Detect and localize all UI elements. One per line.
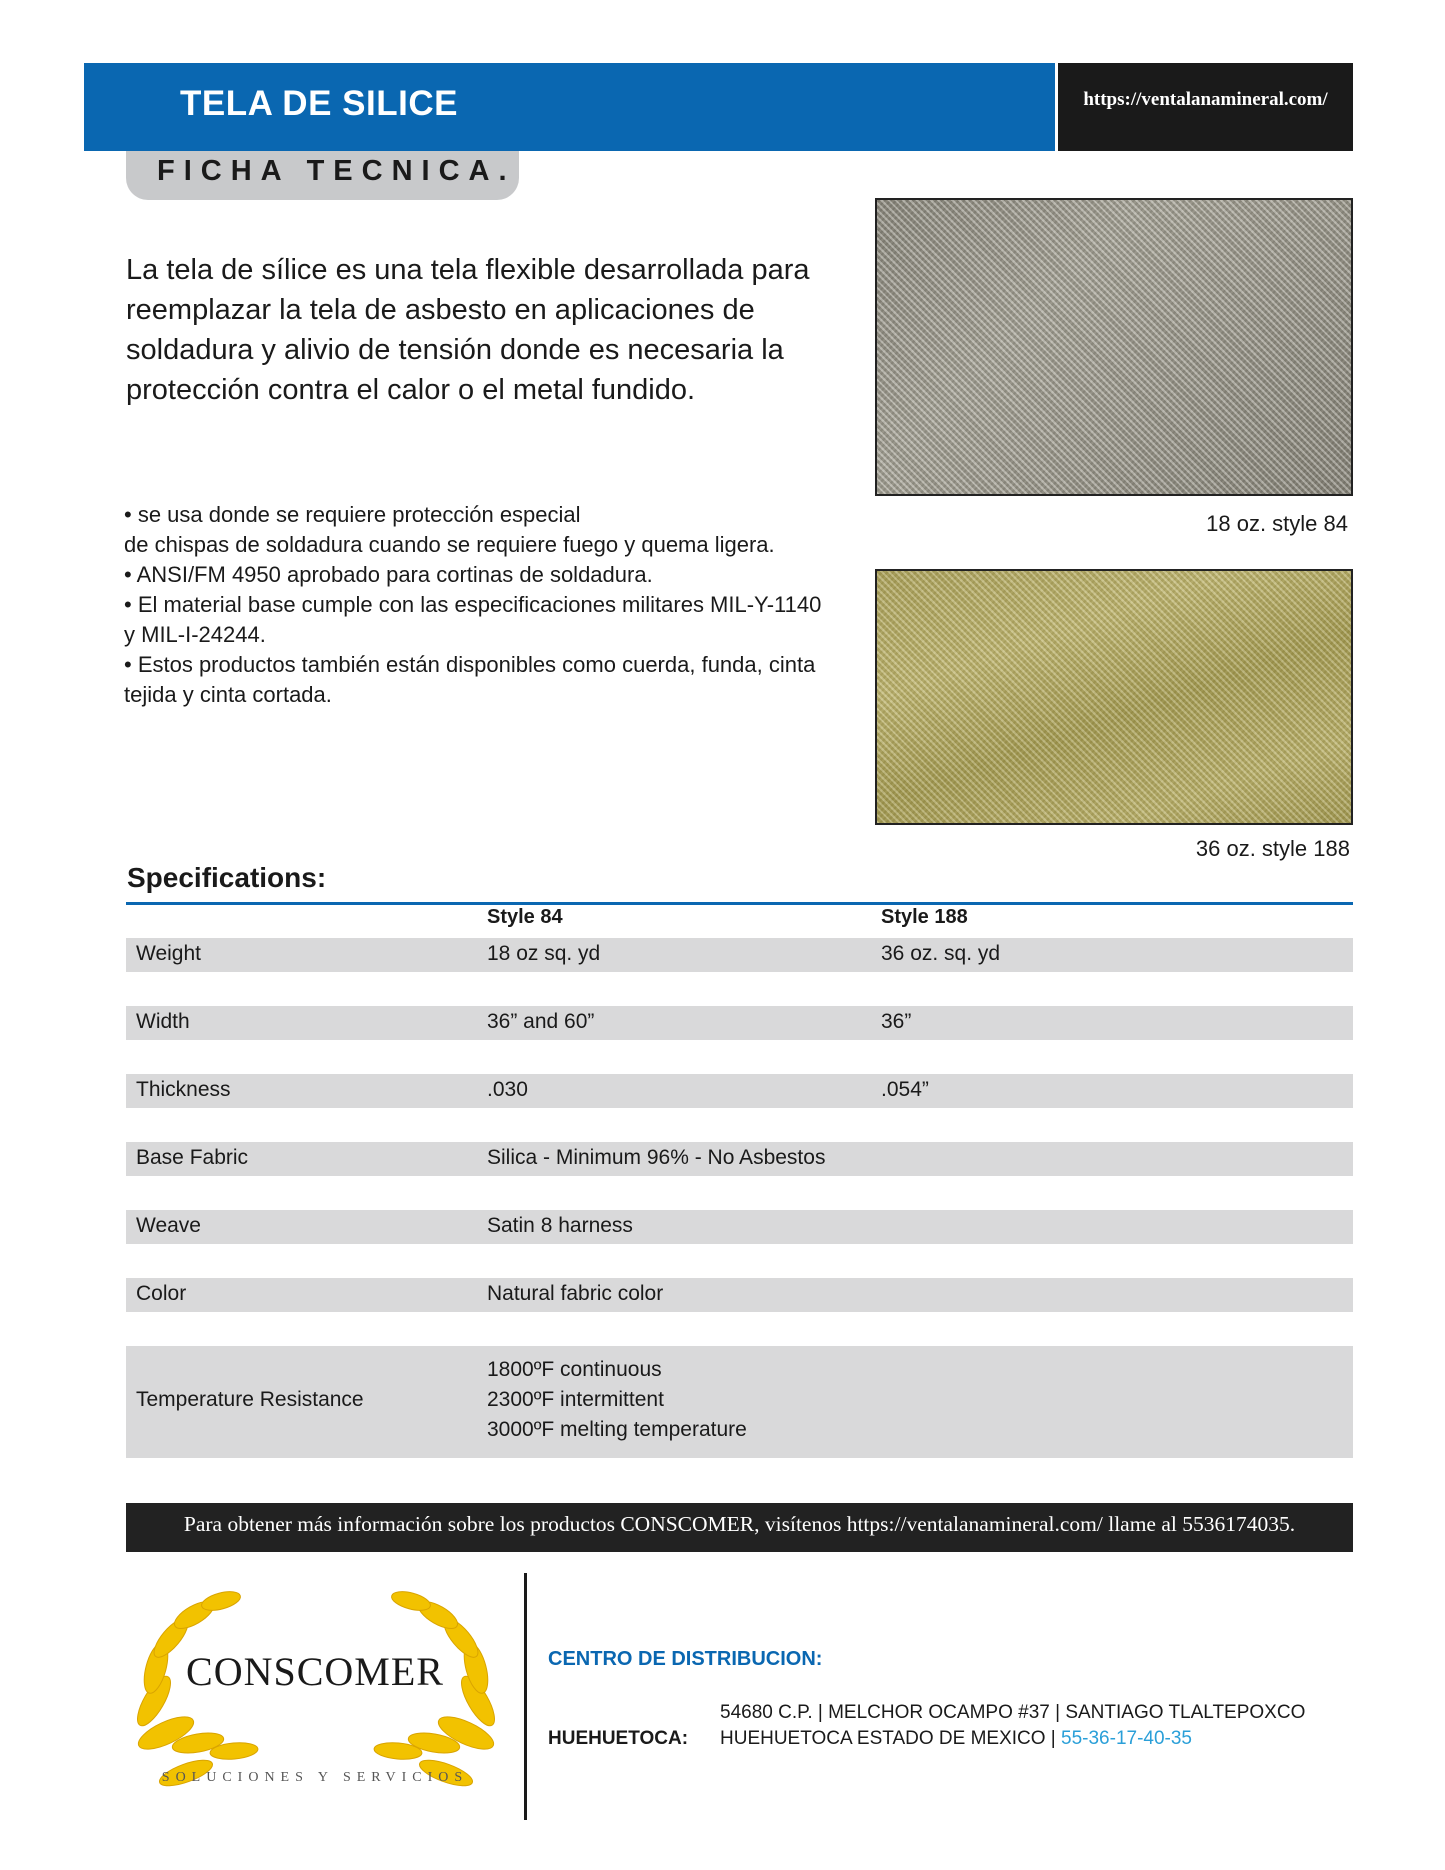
table-row [126, 938, 1353, 972]
table-row [126, 1006, 1353, 1040]
temperature-line: 2300ºF intermittent [487, 1388, 664, 1411]
row-label: Color [136, 1282, 187, 1305]
divider [524, 1573, 527, 1820]
cell-style-84: 36” and 60” [487, 1010, 595, 1033]
table-row [126, 1210, 1353, 1244]
temperature-line: 3000ºF melting temperature [487, 1418, 747, 1441]
row-label: Width [136, 1010, 190, 1033]
list-item: de chispas de soldadura cuando se requiere fuego y quema ligera. [124, 532, 775, 557]
table-row [126, 1074, 1353, 1108]
divider [126, 902, 1353, 905]
logo-tagline: SOLUCIONES Y SERVICIOS [161, 1770, 469, 1785]
phone-link[interactable]: 55-36-17-40-35 [1061, 1728, 1192, 1749]
table-row [126, 1278, 1353, 1312]
list-item: • ANSI/FM 4950 aprobado para cortinas de soldadura. [124, 562, 653, 587]
cell-value: Natural fabric color [487, 1282, 664, 1305]
image-caption: 36 oz. style 188 [1195, 836, 1350, 861]
distribution-city: HUEHUETOCA: [548, 1728, 689, 1749]
column-header-style-84: Style 84 [487, 906, 563, 928]
row-label: Temperature Resistance [136, 1388, 364, 1411]
address-text: HUEHUETOCA ESTADO DE MEXICO | [720, 1728, 1062, 1749]
list-item: • se usa donde se requiere protección especial [124, 502, 581, 527]
cell-style-188: .054” [881, 1078, 929, 1101]
list-item: • Estos productos también están disponibles como cuerda, funda, cinta tejida y cinta cortada. [124, 652, 816, 707]
logo-name: CONSCOMER [186, 1649, 444, 1694]
feature-list [124, 500, 834, 710]
column-header-style-188: Style 188 [881, 906, 968, 928]
cell-style-188: 36 oz. sq. yd [881, 942, 1001, 965]
cell-value: Silica - Minimum 96% - No Asbestos [487, 1146, 826, 1169]
intro-paragraph: La tela de sílice es una tela flexible desarrollada para reemplazar la tela de asbesto en aplicaciones de soldadura y alivio de tensión donde es necesaria la protección contra el calor o el metal fundido. [126, 254, 810, 406]
distribution-heading: CENTRO DE DISTRIBUCION: [548, 1648, 823, 1670]
list-item: • El material base cumple con las especificaciones militares MIL-Y-1140 y MIL-I-24244. [124, 592, 822, 647]
row-label: Weight [136, 942, 201, 965]
fabric-image-style-84 [875, 198, 1353, 496]
footer-info: Para obtener más información sobre los productos CONSCOMER, visítenos https://ventalanamineral.com/ llame al 5536174035. [183, 1512, 1296, 1536]
row-label: Weave [136, 1214, 201, 1237]
address-line: 54680 C.P. | MELCHOR OCAMPO #37 | SANTIAGO TLALTEPOXCO [720, 1702, 1306, 1723]
cell-value: Satin 8 harness [487, 1214, 633, 1237]
cell-style-84: .030 [487, 1078, 528, 1101]
fabric-image-style-188 [875, 569, 1353, 825]
row-label: Thickness [136, 1078, 231, 1101]
page-title: TELA DE SILICE [180, 84, 458, 123]
cell-style-188: 36” [881, 1010, 912, 1033]
subtitle: FICHA TECNICA. [157, 155, 516, 187]
table-row-temperature [126, 1346, 1353, 1458]
address-line [720, 1728, 1192, 1750]
cell-style-84: 18 oz sq. yd [487, 942, 601, 965]
website-link[interactable]: https://ventalanamineral.com/ [1083, 89, 1328, 110]
image-caption: 18 oz. style 84 [1206, 511, 1348, 536]
row-label: Base Fabric [136, 1146, 249, 1169]
temperature-line: 1800ºF continuous [487, 1358, 662, 1381]
specifications-heading: Specifications: [127, 862, 327, 893]
table-row [126, 1142, 1353, 1176]
